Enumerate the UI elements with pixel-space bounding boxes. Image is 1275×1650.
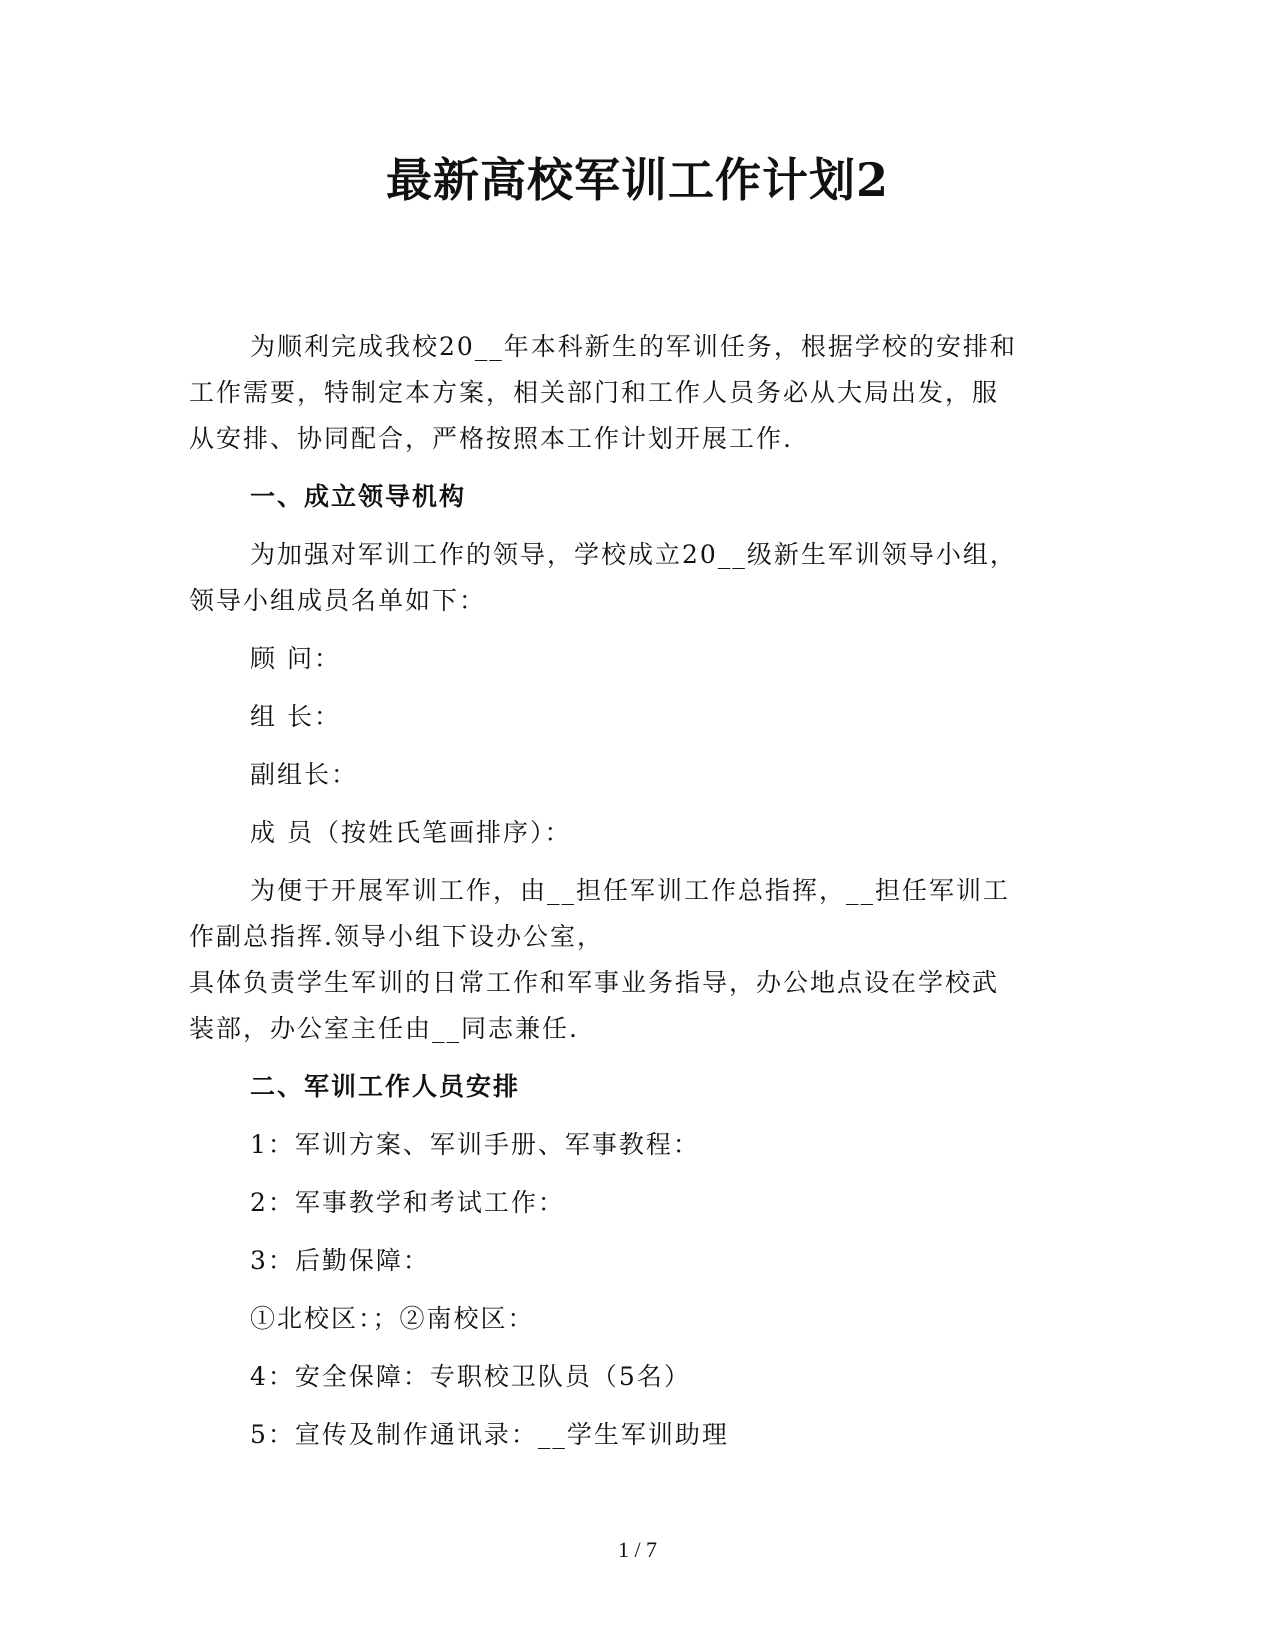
- section1-para2-line: 具体负责学生军训的日常工作和军事业务指导，办公地点设在学校武: [189, 968, 1000, 997]
- staff-item: 3：后勤保障：: [250, 1246, 430, 1275]
- section1-para-line: 为加强对军训工作的领导，学校成立20__级新生军训领导小组，: [250, 540, 1017, 569]
- role-line-advisor: 顾 问：: [250, 644, 341, 673]
- intro-line: 工作需要，特制定本方案，相关部门和工作人员务必从大局出发，服: [189, 378, 1000, 407]
- intro-line: 从安排、协同配合，严格按照本工作计划开展工作.: [189, 424, 793, 453]
- role-line-deputy: 副组长：: [250, 760, 359, 789]
- staff-item: ①北校区：；②南校区：: [250, 1304, 535, 1333]
- section1-para2-line: 装部，办公室主任由__同志兼任.: [189, 1014, 579, 1043]
- page-number: 1 / 7: [617, 1537, 658, 1562]
- intro-line: 为顺利完成我校20__年本科新生的军训任务，根据学校的安排和: [250, 332, 1017, 361]
- document-body: [189, 324, 1069, 1458]
- staff-item: 5：宣传及制作通讯录：__学生军训助理: [250, 1420, 729, 1449]
- staff-item: 4：安全保障：专职校卫队员（5名）: [250, 1362, 691, 1391]
- staff-item: 1：军训方案、军训手册、军事教程：: [250, 1130, 700, 1159]
- section1-para-line: 领导小组成员名单如下：: [189, 586, 487, 615]
- section1-para2-line: 作副总指挥.领导小组下设办公室，: [189, 922, 604, 951]
- role-line-members: 成 员（按姓氏笔画排序）：: [250, 818, 572, 847]
- document-title: 最新高校军训工作计划2: [385, 153, 889, 207]
- section1-para2-line: 为便于开展军训工作，由__担任军训工作总指挥，__担任军训工: [250, 876, 1011, 905]
- role-line-leader: 组 长：: [250, 702, 341, 731]
- section-heading-1: 一、成立领导机构: [250, 482, 467, 511]
- section-heading-2: 二、军训工作人员安排: [250, 1072, 521, 1101]
- staff-item: 2：军事教学和考试工作：: [250, 1188, 565, 1217]
